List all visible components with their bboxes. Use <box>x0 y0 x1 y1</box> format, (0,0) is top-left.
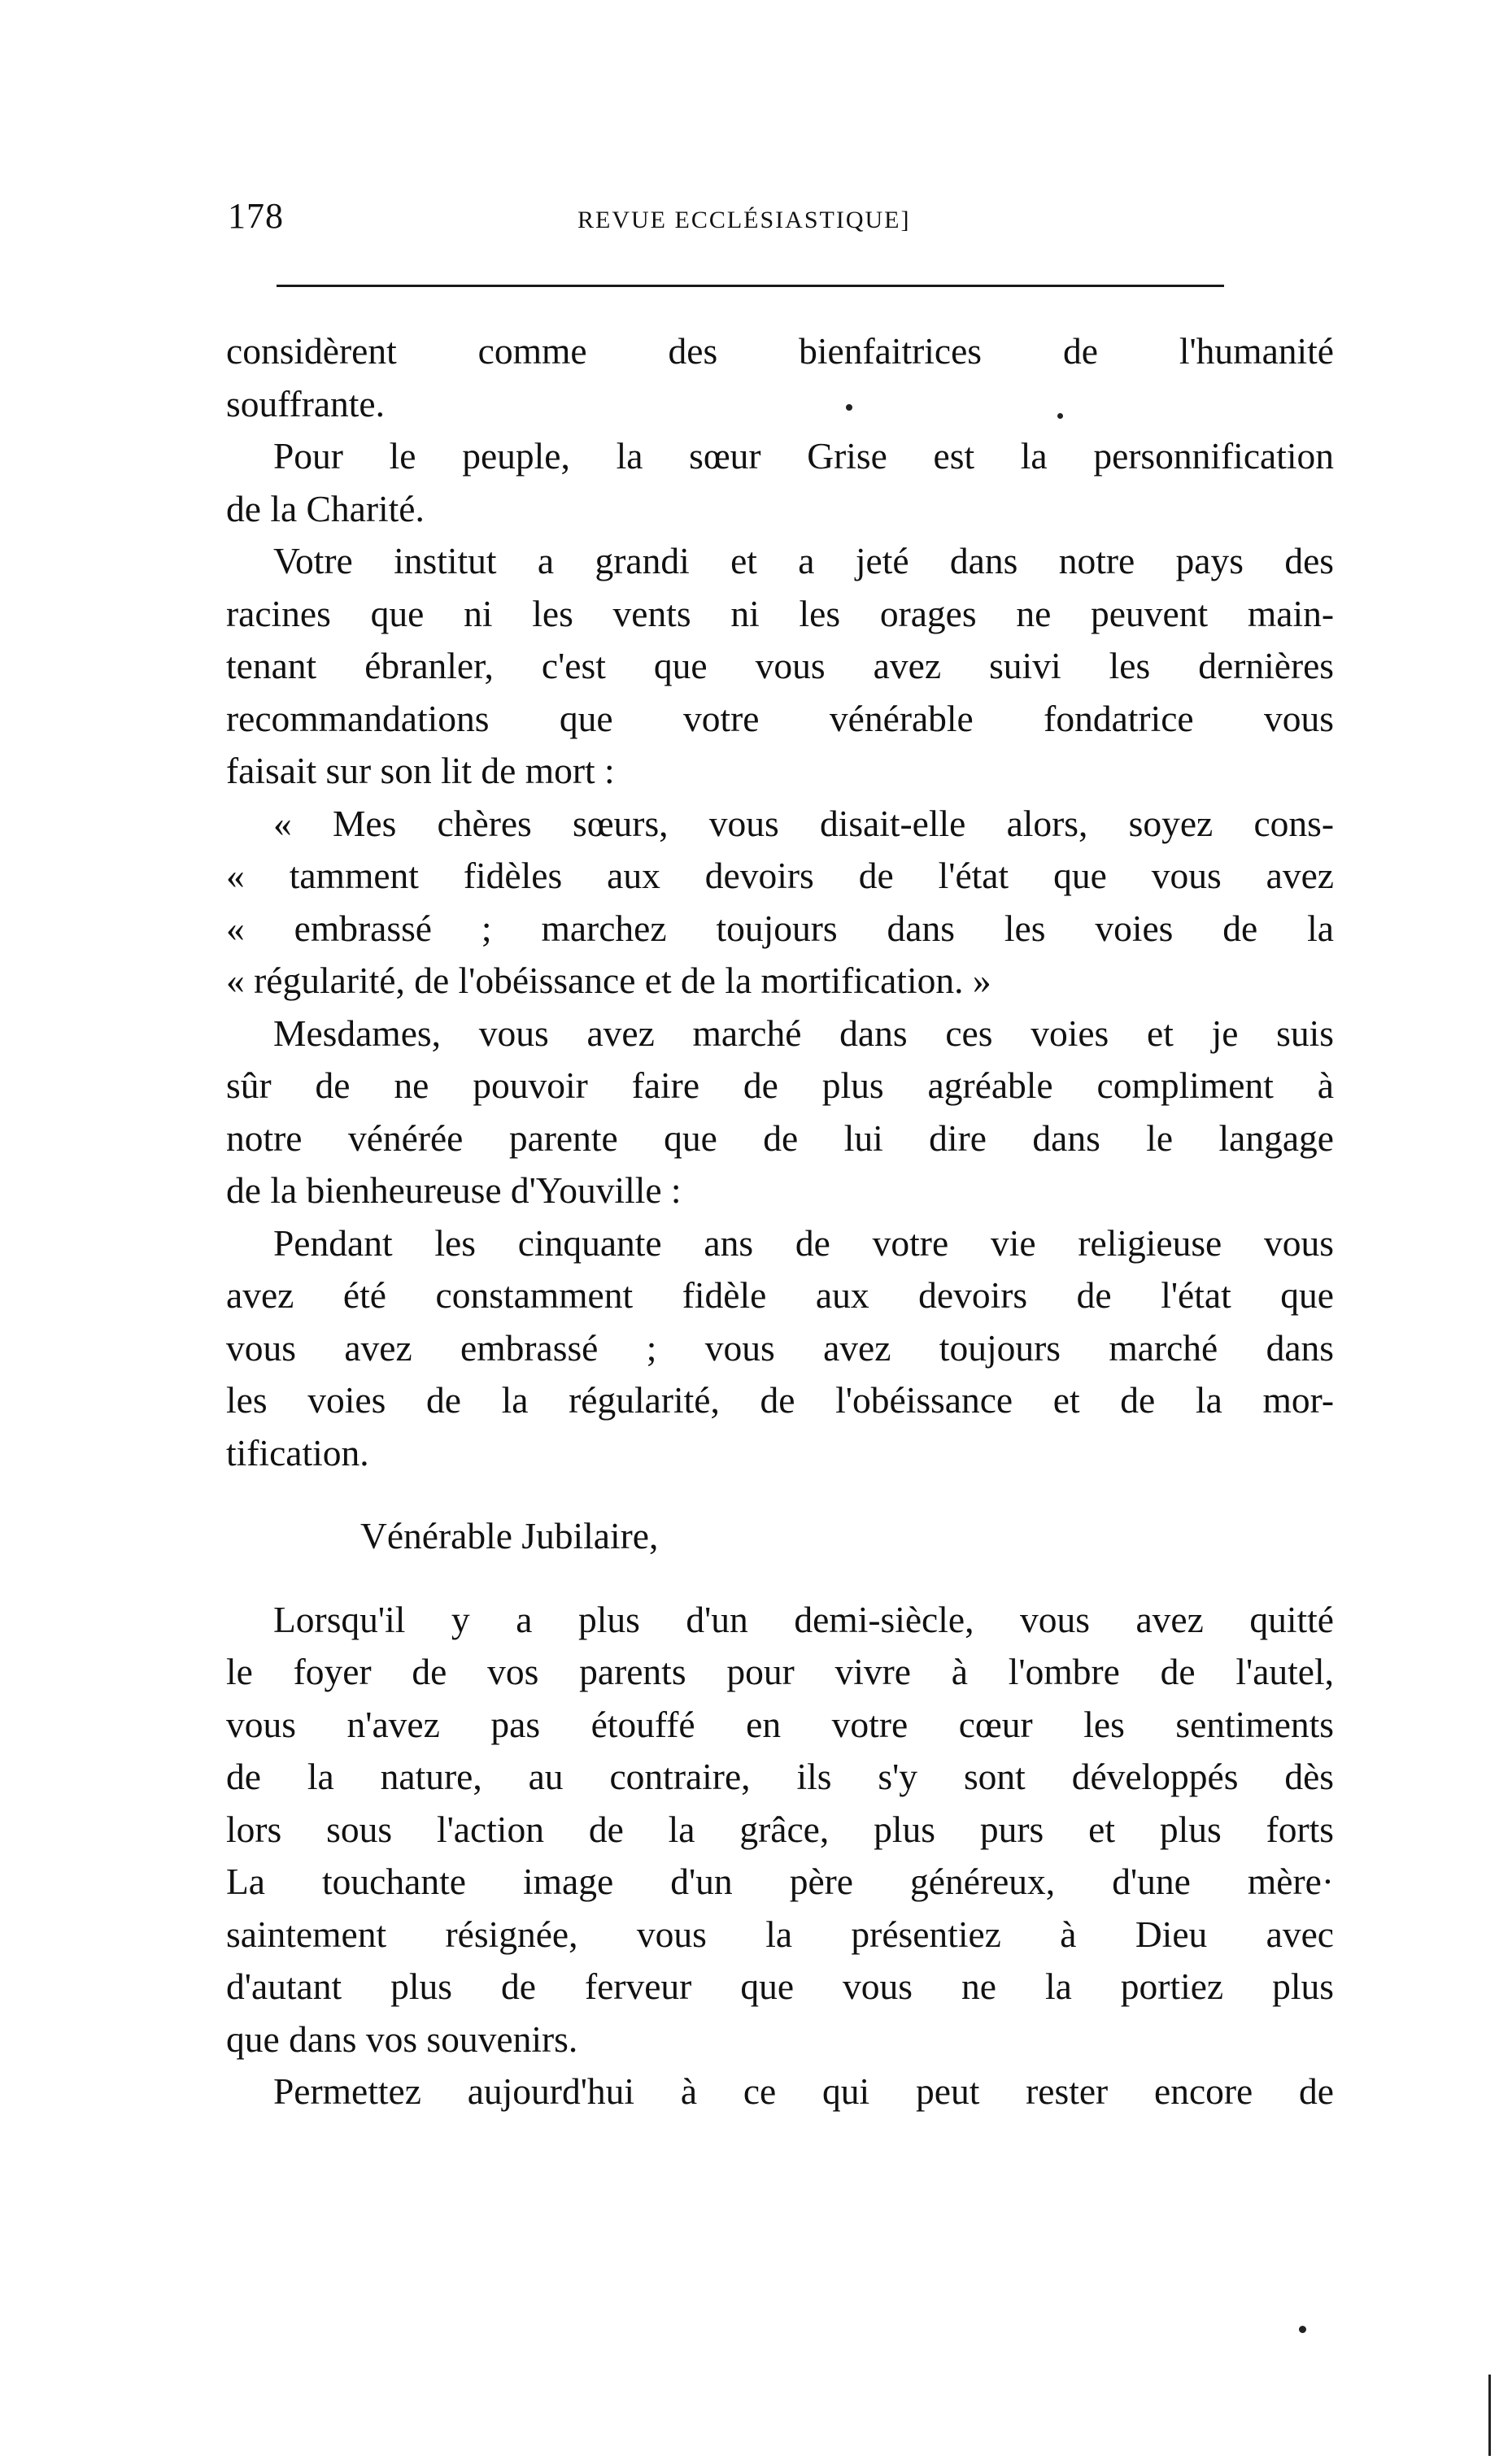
text-line: La touchante image d'un père généreux, d'une mère· <box>226 1861 1334 1902</box>
quote-line: « régularité, de l'obéissance et de la mortification. » <box>226 960 991 1001</box>
ink-speck <box>846 404 852 411</box>
body-text <box>226 325 1334 2118</box>
text-line: Permettez aujourd'hui à ce qui peut rester encore de <box>273 2070 1334 2112</box>
text-line: que dans vos souvenirs. <box>226 2018 578 2060</box>
header-rule <box>277 285 1224 287</box>
text-line: faisait sur son lit de mort : <box>226 750 615 791</box>
text-line: avez été constamment fidèle aux devoirs de l'état que <box>226 1274 1334 1316</box>
salutation: Vénérable Jubilaire, <box>360 1515 659 1556</box>
text-line: vous n'avez pas étouffé en votre cœur les sentiments <box>226 1703 1334 1745</box>
text-line: sûr de ne pouvoir faire de plus agréable compliment à <box>226 1064 1334 1106</box>
text-line: lors sous l'action de la grâce, plus purs et plus forts <box>226 1808 1334 1850</box>
text-line: Lorsqu'il y a plus d'un demi-siècle, vous avez quitté <box>273 1598 1334 1640</box>
text-line: de la bienheureuse d'Youville : <box>226 1169 682 1211</box>
text-line: Mesdames, vous avez marché dans ces voies et je suis <box>273 1012 1334 1054</box>
text-line: saintement résignée, vous la présentiez à Dieu avec <box>226 1913 1334 1955</box>
text-line: d'autant plus de ferveur que vous ne la portiez plus <box>226 1966 1334 2007</box>
page-number: 178 <box>228 196 284 236</box>
text-line: notre vénérée parente que de lui dire dans le langage <box>226 1117 1334 1159</box>
text-line: souffrante. <box>226 382 385 424</box>
section-gap <box>226 1563 1334 1594</box>
text-line: recommandations que votre vénérable fondatrice vous <box>226 697 1334 739</box>
text-line: considèrent comme des bienfaitrices de l'humanité <box>226 330 1334 372</box>
text-line: les voies de la régularité, de l'obéissance et de la mor- <box>226 1379 1334 1421</box>
text-line: tenant ébranler, c'est que vous avez suivi les dernières <box>226 645 1334 686</box>
text-line: racines que ni les vents ni les orages ne peuvent main- <box>226 592 1334 634</box>
quote-line: « embrassé ; marchez toujours dans les voies de la <box>226 907 1334 949</box>
running-head: REVUE ECCLÉSIASTIQUE] <box>577 207 911 233</box>
text-line: Pendant les cinquante ans de votre vie religieuse vous <box>273 1221 1334 1264</box>
ink-speck <box>1057 413 1063 419</box>
text-line: Pour le peuple, la sœur Grise est la personnification <box>273 435 1334 477</box>
ink-speck <box>1299 2326 1306 2333</box>
section-gap <box>226 1479 1334 1510</box>
text-line: de la nature, au contraire, ils s'y sont développés dès <box>226 1756 1334 1797</box>
quote-line: « Mes chères sœurs, vous disait-elle alors, soyez cons- <box>273 802 1334 844</box>
text-line: vous avez embrassé ; vous avez toujours marché dans <box>226 1326 1334 1369</box>
margin-mark <box>1488 2375 1491 2456</box>
text-line: Votre institut a grandi et a jeté dans notre pays des <box>273 540 1334 581</box>
text-line: le foyer de vos parents pour vivre à l'ombre de l'autel, <box>226 1651 1334 1692</box>
text-line: tification. <box>226 1431 369 1474</box>
page-header <box>228 195 1342 244</box>
text-line: de la Charité. <box>226 487 425 529</box>
quote-line: « tamment fidèles aux devoirs de l'état que vous avez <box>226 855 1334 896</box>
